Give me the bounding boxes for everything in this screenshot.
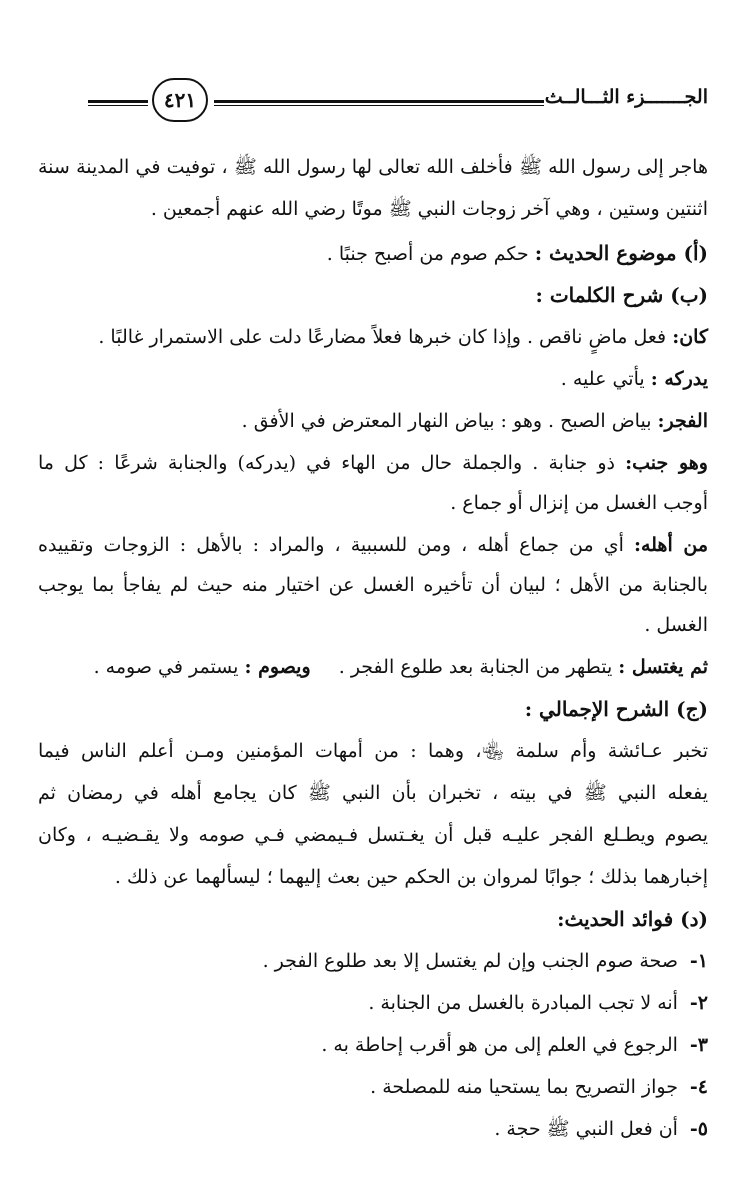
list-item-text: أنه لا تجب المبادرة بالغسل من الجنابة . <box>368 992 678 1014</box>
list-item <box>38 1070 708 1104</box>
list-item-number: ١- <box>689 950 708 972</box>
definition-text: بياض الصبح . وهو : بياض النهار المعترض في الأفق . <box>241 410 652 432</box>
text-line: الغسل . <box>644 614 708 636</box>
header-rule-short <box>88 100 148 103</box>
term: ويصوم : <box>244 656 311 678</box>
term: الفجر: <box>657 410 708 432</box>
list-item-number: ٤- <box>689 1076 708 1098</box>
section-d-heading: (د) فوائد الحديث: <box>557 907 708 931</box>
text-line: إخبارهما بذلك ؛ جوابًا لمروان بن الحكم حين بعث إليهما ؛ ليسألهما عن ذلك . <box>114 866 708 888</box>
term: كان: <box>672 326 708 348</box>
definition-kana <box>38 320 708 354</box>
header-rule-thin <box>214 105 544 106</box>
definition-text: فعل ماضٍ ناقص . وإذا كان خبرها فعلاً مضارعًا دلت على الاستمرار غالبًا . <box>98 326 667 348</box>
list-item <box>38 986 708 1020</box>
text-line: هاجر إلى رسول الله ﷺ فأخلف الله تعالى لها رسول الله ﷺ ، توفيت في المدينة سنة <box>38 156 708 178</box>
list-item <box>38 1028 708 1062</box>
definition-text: ذو جنابة . والجملة حال من الهاء في (يدركه) والجنابة شرعًا : كل ما <box>38 452 615 474</box>
running-title: الجـــــــزء الثـــالــث <box>544 86 708 108</box>
text-line: يفعله النبي ﷺ في بيته ، تخبران بأن النبي ﷺ كان يجامع أهله في رمضان ثم <box>38 782 708 804</box>
definition-junub <box>38 446 708 480</box>
definition-yudrikuh <box>38 362 708 396</box>
text-line: أوجب الغسل من إنزال أو جماع . <box>450 492 708 514</box>
section-a-label: (أ) موضوع الحديث : <box>534 241 708 265</box>
list-item <box>38 944 708 978</box>
section-c-heading: (ج) الشرح الإجمالي : <box>524 697 708 721</box>
page-header <box>80 78 708 128</box>
term: ثم يغتسل : <box>618 656 708 678</box>
list-item-text: صحة صوم الجنب وإن لم يغتسل إلا بعد طلوع الفجر . <box>262 950 678 972</box>
text-line: بالجنابة من الأهل ؛ لبيان أن تأخيره الغسل عن اختيار منه حيث لم يفاجأ بما يوجب <box>38 574 708 596</box>
header-rule-short-thin <box>88 105 148 106</box>
definition-text: يتطهر من الجنابة بعد طلوع الفجر . <box>338 656 613 678</box>
definition-text: يستمر في صومه . <box>93 656 239 678</box>
term: يدركه : <box>650 368 708 390</box>
page-number: ٤٢١ <box>152 78 208 122</box>
text-line: يصوم ويطـلع الفجر عليـه قبل أن يغـتسل فـيمضي فـي صومه ولا يقـضيـه ، وكان <box>38 824 708 846</box>
text-line: تخبر عـائشة وأم سلمة ﵄، وهما : من أمهات المؤمنين ومـن أعلم الناس فيما <box>38 740 708 762</box>
section-a <box>38 236 708 271</box>
definition-ahlih <box>38 528 708 562</box>
term: من أهله: <box>633 534 709 556</box>
list-item-number: ٣- <box>689 1034 708 1056</box>
list-item-text: أن فعل النبي ﷺ حجة . <box>494 1118 678 1140</box>
definition-text: يأتي عليه . <box>560 368 645 390</box>
list-item-number: ٥- <box>689 1118 708 1140</box>
definition-text: أي من جماع أهله ، ومن للسببية ، والمراد : بالأهل : الزوجات وتقييده <box>38 534 624 556</box>
text-line: اثنتين وستين ، وهي آخر زوجات النبي ﷺ موتًا رضي الله عنهم أجمعين . <box>150 198 708 220</box>
list-item-number: ٢- <box>689 992 708 1014</box>
section-a-text: حكم صوم من أصبح جنبًا . <box>326 243 529 265</box>
list-item-text: جواز التصريح بما يستحيا منه للمصلحة . <box>370 1076 678 1098</box>
section-b-heading: (ب) شرح الكلمات : <box>535 283 708 307</box>
definition-fajr <box>38 404 708 438</box>
definition-yaghtasil <box>38 650 708 684</box>
list-item <box>38 1112 708 1146</box>
list-item-text: الرجوع في العلم إلى من هو أقرب إحاطة به . <box>321 1034 678 1056</box>
header-rule <box>214 100 544 103</box>
term: وهو جنب: <box>625 452 708 474</box>
